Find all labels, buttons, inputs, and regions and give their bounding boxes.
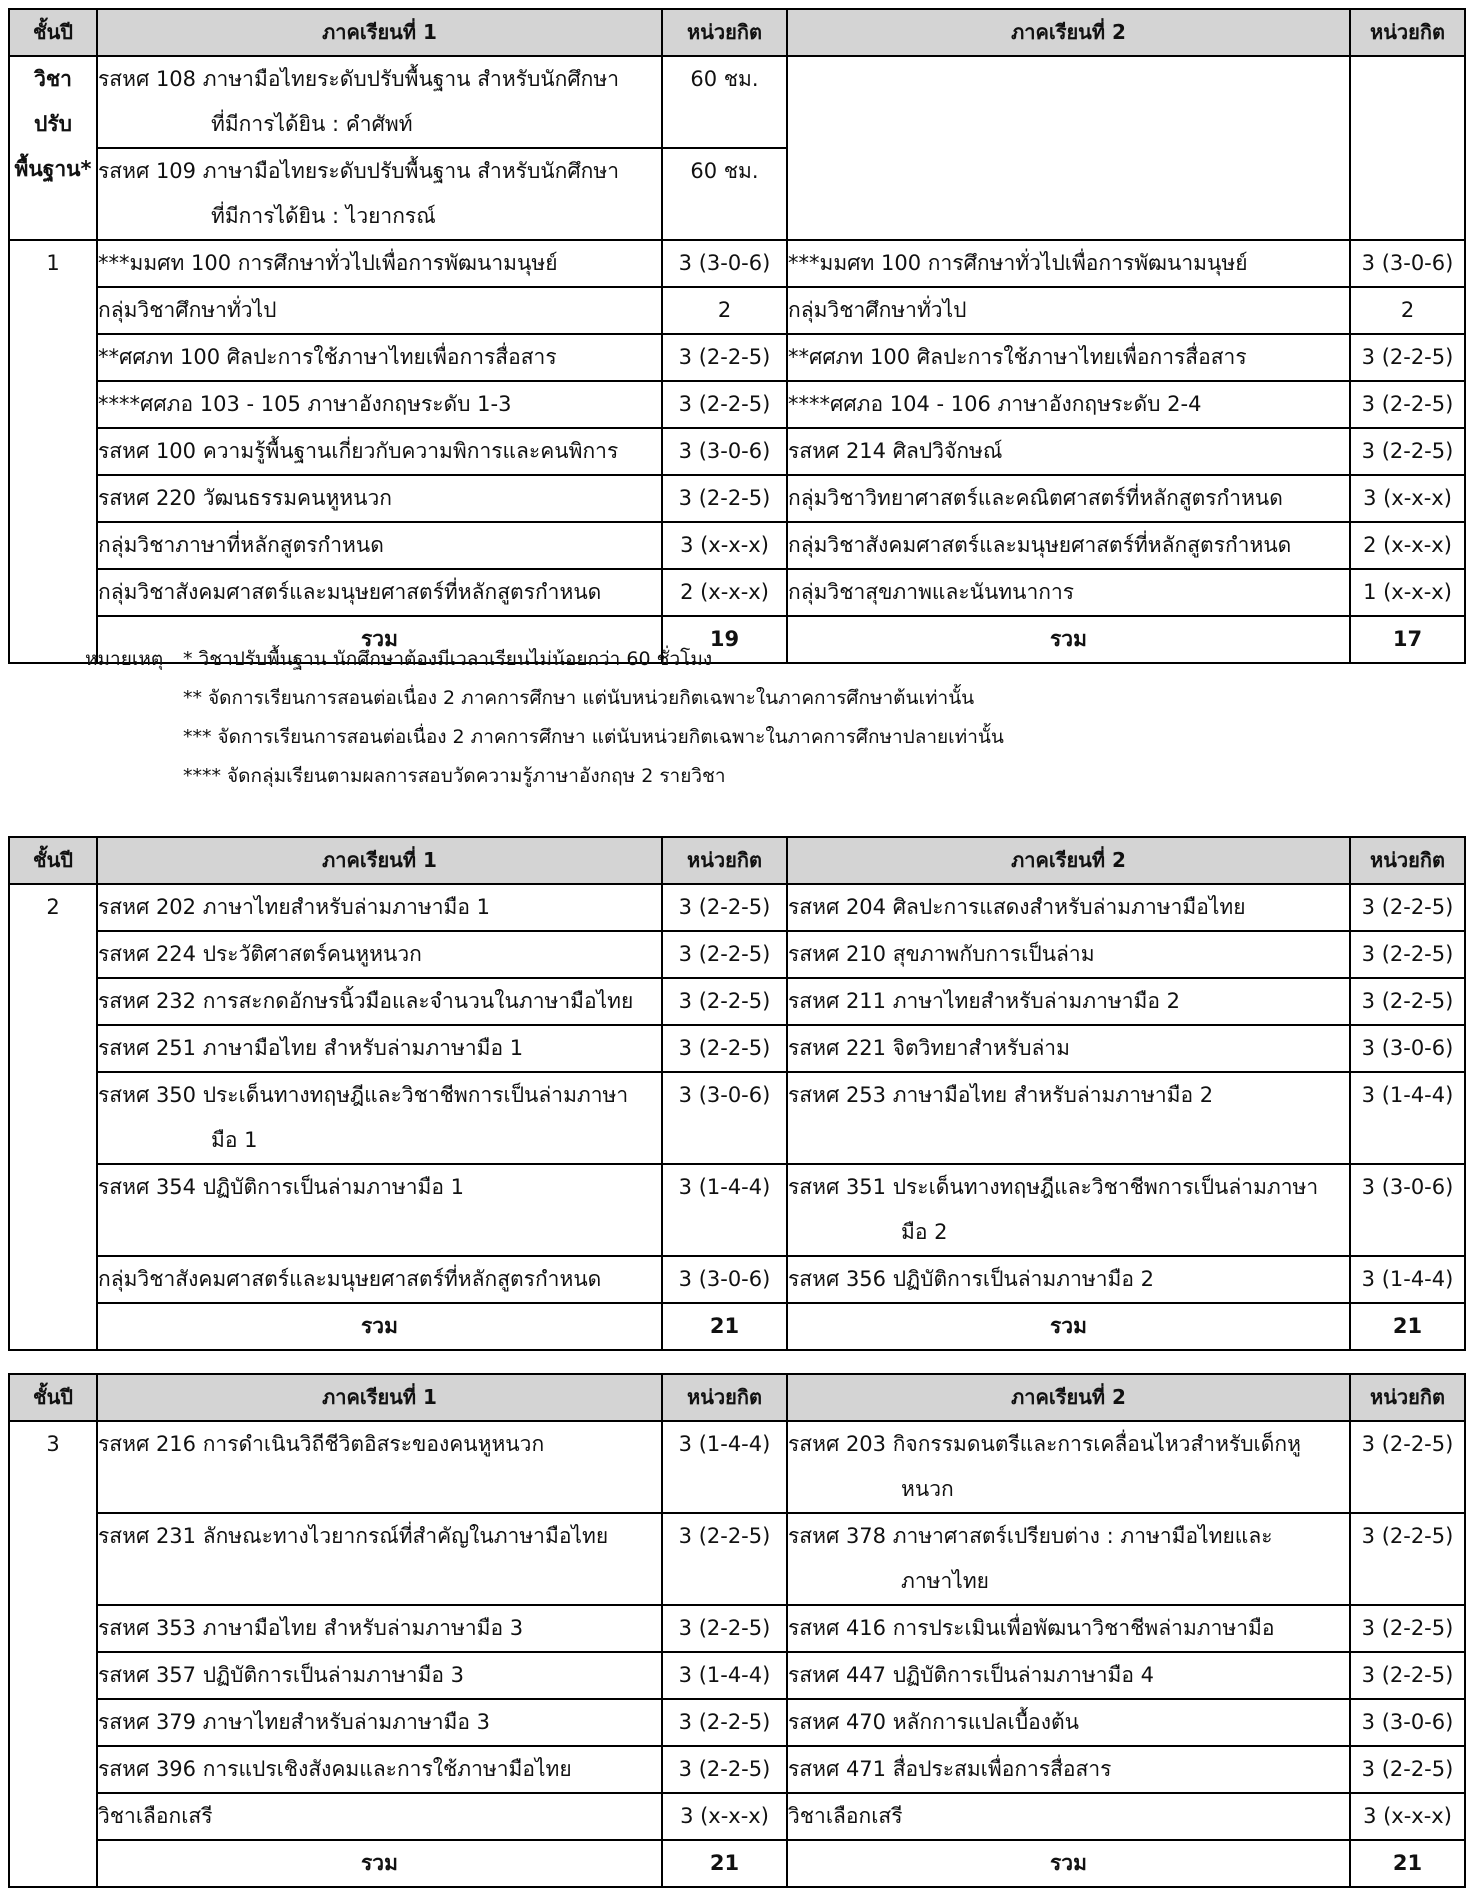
year-header: ชั้นปี xyxy=(9,9,97,56)
table-row xyxy=(9,569,1465,616)
course-cell xyxy=(787,287,1350,334)
semester1-header: ภาคเรียนที่ 1 xyxy=(97,9,662,56)
foundation-hours: 60 ชม. xyxy=(662,56,787,148)
credit-cell: 3 (2-2-5) xyxy=(1350,1513,1465,1605)
credit-cell: 3 (2-2-5) xyxy=(662,931,787,978)
course-line: มือ 1 xyxy=(211,1128,258,1152)
table-row xyxy=(9,334,1465,381)
course-line: วิชาเลือกเสรี xyxy=(98,1804,213,1828)
course-cell xyxy=(787,1793,1350,1840)
course-line: ****ศศภอ 104 - 106 ภาษาอังกฤษระดับ 2-4 xyxy=(788,392,1202,416)
total-value: 21 xyxy=(662,1303,787,1350)
credit-cell: 3 (2-2-5) xyxy=(662,884,787,931)
table-header-row xyxy=(9,1374,1465,1421)
course-cell xyxy=(97,1025,662,1072)
course-line: รสหศ 353 ภาษามือไทย สำหรับล่ามภาษามือ 3 xyxy=(98,1616,524,1640)
credit-header: หน่วยกิต xyxy=(1350,1374,1465,1421)
table-row xyxy=(9,428,1465,475)
credit-cell: 3 (3-0-6) xyxy=(662,1256,787,1303)
course-line: รสหศ 220 วัฒนธรรมคนหูหนวก xyxy=(98,486,392,510)
course-line: กลุ่มวิชาศึกษาทั่วไป xyxy=(98,298,277,322)
course-cell xyxy=(787,522,1350,569)
year2-body xyxy=(9,884,1465,1350)
total-value: 17 xyxy=(1350,616,1465,663)
course-cell xyxy=(787,240,1350,287)
year-header: ชั้นปี xyxy=(9,837,97,884)
table-row xyxy=(9,1605,1465,1652)
year-label: 3 xyxy=(9,1421,97,1887)
year-label: 2 xyxy=(9,884,97,1350)
table-row xyxy=(9,978,1465,1025)
course-line: รสหศ 204 ศิลปะการแสดงสำหรับล่ามภาษามือไทย xyxy=(788,895,1246,919)
credit-cell: 3 (3-0-6) xyxy=(662,1072,787,1164)
credit-cell: 3 (2-2-5) xyxy=(1350,884,1465,931)
note-line xyxy=(85,640,1004,679)
credit-cell: 3 (x-x-x) xyxy=(1350,475,1465,522)
credit-cell: 3 (2-2-5) xyxy=(662,334,787,381)
year-label: 1 xyxy=(9,240,97,663)
foundation-sem2-empty xyxy=(787,56,1350,240)
credit-cell: 3 (1-4-4) xyxy=(662,1421,787,1513)
course-line: ภาษาไทย xyxy=(901,1569,989,1593)
course-line: รสหศ 416 การประเมินเพื่อพัฒนาวิชาชีพล่ามภาษามือ xyxy=(788,1616,1275,1640)
course-cell xyxy=(97,1793,662,1840)
total-label: รวม xyxy=(97,616,662,663)
course-line: กลุ่มวิชาสังคมศาสตร์และมนุษยศาสตร์ที่หลักสูตรกำหนด xyxy=(98,1267,602,1291)
credit-cell: 2 xyxy=(1350,287,1465,334)
credit-cell: 3 (2-2-5) xyxy=(662,1699,787,1746)
course-cell xyxy=(787,334,1350,381)
course-cell xyxy=(97,884,662,931)
credit-cell: 3 (2-2-5) xyxy=(1350,978,1465,1025)
table-row xyxy=(9,1513,1465,1605)
course-cell xyxy=(97,287,662,334)
course-cell xyxy=(787,1025,1350,1072)
semester2-header: ภาคเรียนที่ 2 xyxy=(787,1374,1350,1421)
course-cell xyxy=(787,1513,1350,1605)
table-row xyxy=(9,1699,1465,1746)
course-line: ****ศศภอ 103 - 105 ภาษาอังกฤษระดับ 1-3 xyxy=(98,392,512,416)
course-cell xyxy=(787,381,1350,428)
foundation-label-line: ปรับ xyxy=(34,112,72,136)
table-row xyxy=(9,1746,1465,1793)
course-line: รสหศ 216 การดำเนินวิถีชีวิตอิสระของคนหูหนวก xyxy=(98,1432,545,1456)
credit-cell: 2 xyxy=(662,287,787,334)
credit-cell: 3 (2-2-5) xyxy=(1350,381,1465,428)
course-cell xyxy=(97,428,662,475)
credit-cell: 3 (1-4-4) xyxy=(1350,1072,1465,1164)
credit-cell: 3 (2-2-5) xyxy=(1350,334,1465,381)
course-line: กลุ่มวิชาวิทยาศาสตร์และคณิตศาสตร์ที่หลักสูตรกำหนด xyxy=(788,486,1283,510)
credit-cell: 3 (1-4-4) xyxy=(662,1164,787,1256)
year-header: ชั้นปี xyxy=(9,1374,97,1421)
table-header-row xyxy=(9,837,1465,884)
total-label: รวม xyxy=(787,1840,1350,1887)
course-line: กลุ่มวิชาภาษาที่หลักสูตรกำหนด xyxy=(98,533,384,557)
table-row xyxy=(9,475,1465,522)
semester1-header: ภาคเรียนที่ 1 xyxy=(97,1374,662,1421)
course-line: กลุ่มวิชาสุขภาพและนันทนาการ xyxy=(788,580,1075,604)
course-line: รสหศ 221 จิตวิทยาสำหรับล่าม xyxy=(788,1036,1070,1060)
total-row xyxy=(9,1840,1465,1887)
credit-cell: 3 (2-2-5) xyxy=(662,1025,787,1072)
credit-cell: 3 (3-0-6) xyxy=(1350,240,1465,287)
course-cell xyxy=(97,475,662,522)
course-cell xyxy=(97,1256,662,1303)
course-line: **ศศภท 100 ศิลปะการใช้ภาษาไทยเพื่อการสื่อสาร xyxy=(788,345,1247,369)
credit-cell: 1 (x-x-x) xyxy=(1350,569,1465,616)
course-line: รสหศ 253 ภาษามือไทย สำหรับล่ามภาษามือ 2 xyxy=(788,1083,1214,1107)
table-row xyxy=(9,1256,1465,1303)
course-line: รสหศ 210 สุขภาพกับการเป็นล่าม xyxy=(788,942,1095,966)
foundation-label xyxy=(9,56,97,240)
course-line: รสหศ 356 ปฏิบัติการเป็นล่ามภาษามือ 2 xyxy=(788,1267,1155,1291)
course-line: รสหศ 357 ปฏิบัติการเป็นล่ามภาษามือ 3 xyxy=(98,1663,465,1687)
course-cell xyxy=(787,884,1350,931)
course-line: รสหศ 232 การสะกดอักษรนิ้วมือและจำนวนในภาษามือไทย xyxy=(98,989,634,1013)
course-line: รสหศ 224 ประวัติศาสตร์คนหูหนวก xyxy=(98,942,422,966)
course-cell xyxy=(787,475,1350,522)
total-label: รวม xyxy=(97,1303,662,1350)
course-line: รสหศ 231 ลักษณะทางไวยากรณ์ที่สำคัญในภาษามือไทย xyxy=(98,1524,609,1548)
table-header-row xyxy=(9,9,1465,56)
course-line: รสหศ 396 การแปรเชิงสังคมและการใช้ภาษามือไทย xyxy=(98,1757,572,1781)
course-line: รสหศ 214 ศิลปวิจักษณ์ xyxy=(788,439,1003,463)
foundation-label-line: วิชา xyxy=(34,67,72,91)
course-cell xyxy=(97,240,662,287)
course-cell xyxy=(97,381,662,428)
course-line: รสหศ 109 ภาษามือไทยระดับปรับพื้นฐาน สำหรับนักศึกษา xyxy=(98,159,620,183)
course-line: รสหศ 100 ความรู้พื้นฐานเกี่ยวกับความพิการและคนพิการ xyxy=(98,439,619,463)
year2-table xyxy=(8,836,1466,1351)
course-line: มือ 2 xyxy=(901,1220,948,1244)
foundation-row xyxy=(9,56,1465,148)
credit-cell: 3 (3-0-6) xyxy=(662,240,787,287)
notes xyxy=(85,640,1004,796)
course-cell xyxy=(97,1605,662,1652)
total-label: รวม xyxy=(787,616,1350,663)
course-cell xyxy=(787,1256,1350,1303)
table-row xyxy=(9,287,1465,334)
credit-cell: 3 (2-2-5) xyxy=(662,978,787,1025)
credit-cell: 3 (1-4-4) xyxy=(662,1652,787,1699)
course-line: หนวก xyxy=(901,1477,954,1501)
credit-cell: 3 (2-2-5) xyxy=(662,381,787,428)
table-row xyxy=(9,1652,1465,1699)
course-line: วิชาเลือกเสรี xyxy=(788,1804,903,1828)
credit-header: หน่วยกิต xyxy=(662,1374,787,1421)
semester2-header: ภาคเรียนที่ 2 xyxy=(787,837,1350,884)
course-cell xyxy=(97,931,662,978)
course-cell xyxy=(97,1652,662,1699)
course-line: รสหศ 251 ภาษามือไทย สำหรับล่ามภาษามือ 1 xyxy=(98,1036,524,1060)
credit-cell: 3 (2-2-5) xyxy=(1350,428,1465,475)
course-line: ที่มีการได้ยิน : คำศัพท์ xyxy=(211,112,413,136)
total-row xyxy=(9,1303,1465,1350)
table-row xyxy=(9,931,1465,978)
course-line: รสหศ 379 ภาษาไทยสำหรับล่ามภาษามือ 3 xyxy=(98,1710,491,1734)
table-row xyxy=(9,1793,1465,1840)
credit-cell: 3 (2-2-5) xyxy=(1350,1421,1465,1513)
foundation-label-line: พื้นฐาน* xyxy=(14,157,92,181)
credit-cell: 3 (2-2-5) xyxy=(1350,1605,1465,1652)
course-cell xyxy=(97,522,662,569)
course-line: รสหศ 470 หลักการแปลเบื้องต้น xyxy=(788,1710,1080,1734)
course-line: รสหศ 108 ภาษามือไทยระดับปรับพื้นฐาน สำหรับนักศึกษา xyxy=(98,67,620,91)
credit-cell: 3 (3-0-6) xyxy=(1350,1164,1465,1256)
course-line: ***มมศท 100 การศึกษาทั่วไปเพื่อการพัฒนามนุษย์ xyxy=(98,251,558,275)
credit-header: หน่วยกิต xyxy=(662,837,787,884)
course-cell xyxy=(787,1164,1350,1256)
course-cell xyxy=(97,1421,662,1513)
credit-cell: 3 (2-2-5) xyxy=(1350,1652,1465,1699)
foundation-credit2-empty xyxy=(1350,56,1465,240)
credit-cell: 3 (2-2-5) xyxy=(662,1605,787,1652)
credit-cell: 3 (3-0-6) xyxy=(1350,1699,1465,1746)
year1-table xyxy=(8,8,1466,664)
course-line: ที่มีการได้ยิน : ไวยากรณ์ xyxy=(211,204,436,228)
credit-cell: 2 (x-x-x) xyxy=(662,569,787,616)
course-cell xyxy=(97,1746,662,1793)
course-cell xyxy=(787,1072,1350,1164)
course-cell xyxy=(787,931,1350,978)
course-cell xyxy=(787,569,1350,616)
notes-label: หมายเหตุ xyxy=(85,648,164,670)
total-value: 21 xyxy=(662,1840,787,1887)
credit-cell: 3 (3-0-6) xyxy=(662,428,787,475)
course-cell xyxy=(97,1072,662,1164)
course-cell xyxy=(787,1699,1350,1746)
credit-header: หน่วยกิต xyxy=(662,9,787,56)
note-line: ** จัดการเรียนการสอนต่อเนื่อง 2 ภาคการศึกษา แต่นับหน่วยกิตเฉพาะในภาคการศึกษาต้นเท่านั้น xyxy=(183,687,975,709)
note-line: *** จัดการเรียนการสอนต่อเนื่อง 2 ภาคการศึกษา แต่นับหน่วยกิตเฉพาะในภาคการศึกษาปลายเท่านั้น xyxy=(183,726,1004,748)
course-cell xyxy=(97,978,662,1025)
total-label: รวม xyxy=(97,1840,662,1887)
table-row xyxy=(9,381,1465,428)
credit-cell: 3 (2-2-5) xyxy=(1350,1746,1465,1793)
foundation-course xyxy=(97,148,662,240)
credit-header: หน่วยกิต xyxy=(1350,9,1465,56)
course-line: รสหศ 471 สื่อประสมเพื่อการสื่อสาร xyxy=(788,1757,1112,1781)
total-label: รวม xyxy=(787,1303,1350,1350)
course-line: รสหศ 378 ภาษาศาสตร์เปรียบต่าง : ภาษามือไทยและ xyxy=(788,1524,1273,1548)
credit-cell: 3 (3-0-6) xyxy=(1350,1025,1465,1072)
total-value: 21 xyxy=(1350,1303,1465,1350)
table-row xyxy=(9,1164,1465,1256)
course-cell xyxy=(97,1164,662,1256)
semester2-header: ภาคเรียนที่ 2 xyxy=(787,9,1350,56)
course-line: รสหศ 354 ปฏิบัติการเป็นล่ามภาษามือ 1 xyxy=(98,1175,465,1199)
credit-cell: 3 (x-x-x) xyxy=(662,522,787,569)
year3-table xyxy=(8,1373,1466,1888)
semester1-header: ภาคเรียนที่ 1 xyxy=(97,837,662,884)
credit-cell: 3 (2-2-5) xyxy=(662,1513,787,1605)
course-cell xyxy=(97,1513,662,1605)
course-cell xyxy=(97,1699,662,1746)
table-row xyxy=(9,1025,1465,1072)
course-line: รสหศ 447 ปฏิบัติการเป็นล่ามภาษามือ 4 xyxy=(788,1663,1155,1687)
course-cell xyxy=(97,334,662,381)
credit-header: หน่วยกิต xyxy=(1350,837,1465,884)
course-cell xyxy=(787,1746,1350,1793)
course-line: **ศศภท 100 ศิลปะการใช้ภาษาไทยเพื่อการสื่อสาร xyxy=(98,345,557,369)
table-row xyxy=(9,1421,1465,1513)
table-row xyxy=(9,884,1465,931)
course-line: กลุ่มวิชาศึกษาทั่วไป xyxy=(788,298,967,322)
foundation-hours: 60 ชม. xyxy=(662,148,787,240)
year1-body xyxy=(9,240,1465,663)
course-cell xyxy=(787,978,1350,1025)
credit-cell: 2 (x-x-x) xyxy=(1350,522,1465,569)
course-line: ***มมศท 100 การศึกษาทั่วไปเพื่อการพัฒนามนุษย์ xyxy=(788,251,1248,275)
table-row xyxy=(9,1072,1465,1164)
total-value: 19 xyxy=(662,616,787,663)
course-cell xyxy=(787,428,1350,475)
course-cell xyxy=(97,569,662,616)
course-line: รสหศ 351 ประเด็นทางทฤษฎีและวิชาชีพการเป็นล่ามภาษา xyxy=(788,1175,1319,1199)
course-line: กลุ่มวิชาสังคมศาสตร์และมนุษยศาสตร์ที่หลักสูตรกำหนด xyxy=(788,533,1292,557)
note-line: **** จัดกลุ่มเรียนตามผลการสอบวัดความรู้ภาษาอังกฤษ 2 รายวิชา xyxy=(183,765,726,787)
credit-cell: 3 (x-x-x) xyxy=(1350,1793,1465,1840)
course-line: รสหศ 211 ภาษาไทยสำหรับล่ามภาษามือ 2 xyxy=(788,989,1181,1013)
credit-cell: 3 (2-2-5) xyxy=(662,475,787,522)
total-value: 21 xyxy=(1350,1840,1465,1887)
credit-cell: 3 (1-4-4) xyxy=(1350,1256,1465,1303)
course-cell xyxy=(787,1605,1350,1652)
table-row xyxy=(9,240,1465,287)
note-text: * วิชาปรับพื้นฐาน นักศึกษาต้องมีเวลาเรียนไม่น้อยกว่า 60 ชั่วโมง xyxy=(183,648,713,670)
credit-cell: 3 (2-2-5) xyxy=(1350,931,1465,978)
course-line: รสหศ 350 ประเด็นทางทฤษฎีและวิชาชีพการเป็นล่ามภาษา xyxy=(98,1083,629,1107)
foundation-course xyxy=(97,56,662,148)
table-row xyxy=(9,522,1465,569)
credit-cell: 3 (2-2-5) xyxy=(662,1746,787,1793)
course-line: รสหศ 202 ภาษาไทยสำหรับล่ามภาษามือ 1 xyxy=(98,895,491,919)
course-cell xyxy=(787,1421,1350,1513)
credit-cell: 3 (x-x-x) xyxy=(662,1793,787,1840)
year3-body xyxy=(9,1421,1465,1887)
course-line: กลุ่มวิชาสังคมศาสตร์และมนุษยศาสตร์ที่หลักสูตรกำหนด xyxy=(98,580,602,604)
course-line: รสหศ 203 กิจกรรมดนตรีและการเคลื่อนไหวสำหรับเด็กหู xyxy=(788,1432,1301,1456)
course-cell xyxy=(787,1652,1350,1699)
